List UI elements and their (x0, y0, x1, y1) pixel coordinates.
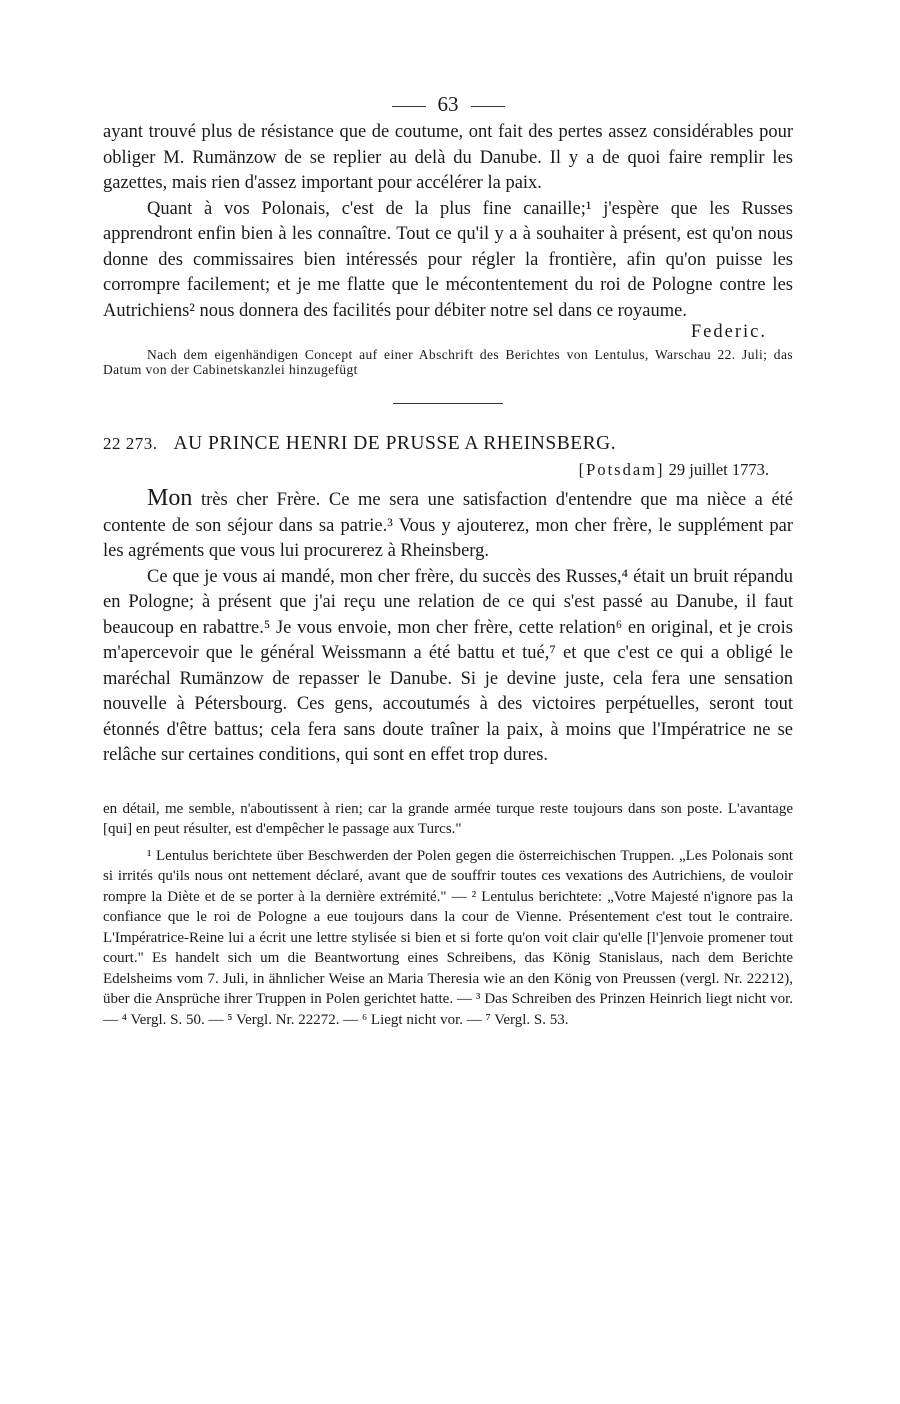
letter-title: AU PRINCE HENRI DE PRUSSE A RHEINSBERG. (173, 433, 617, 454)
header-dash-right (471, 106, 505, 107)
letter2-paragraph-1 (103, 486, 793, 565)
letter2-paragraph-2: Ce que je vous ai mandé, mon cher frère, du succès des Russes,⁴ était un bruit répandu en Pologne; à présent que j'ai reçu une relation de ce qui s'est passé au Danube, il faut beaucoup en rabattre.⁵ Je vous envoie, mon cher frère, cette relation⁶ en original, et je crois m'apercevoir que le général Weissmann a été battu et tué,⁷ et que c'est ce qui a obligé le maréchal Rumänzow de repasser le Danube. Si je devine juste, cela fera une sensation nouvelle à Pétersbourg. Ces gens, accoutumés à des victoires perpétuelles, seront tout étonnés d'être battus; cela fera sans doute traîner la paix, à moins que l'Impératrice ne se relâche sur certaines conditions, qui sont en effet trop dures. (103, 566, 793, 765)
footnotes (103, 846, 793, 1031)
letter-22273-body (103, 486, 793, 769)
letter1-paragraph-1: ayant trouvé plus de résistance que de coutume, ont fait des pertes assez considérables pour obliger M. Rumänzow de se replier au delà du Danube. Il y a de quoi faire remplir les gazettes, mais rien d'assez important pour accélérer la paix. (103, 122, 793, 193)
salutation-opening: Mon (147, 485, 193, 511)
header-dash-left (392, 106, 426, 107)
dateline-place: [Potsdam] (578, 460, 665, 479)
dateline-date: 29 juillet 1773. (668, 460, 769, 479)
dateline (103, 460, 793, 480)
source-note: Nach dem eigenhändigen Concept auf einer Abschrift des Berichtes von Lentulus, Warschau 22. Juli; das Datum von der Cabinetskanzlei hinzugefügt (103, 347, 793, 377)
letter-22272-body (103, 120, 793, 324)
letter1-paragraph-2: Quant à vos Polonais, c'est de la plus fine canaille;¹ j'espère que les Russes apprendront enfin bien à les connaître. Tout ce qu'il y a à souhaiter à présent, est qu'on nous donne des commissaires bien intéressés pour régler la frontière, afin qu'on puisse les corrompre facilement; et je me flatte que le mécontentement du roi de Pologne contre les Autrichiens² nous donnera des facilités pour débiter notre sel dans ce royaume. (103, 198, 793, 321)
section-divider (393, 403, 503, 404)
signature: Federic. (690, 322, 767, 342)
footnote-continuation: en détail, me semble, n'aboutissent à rien; car la grande armée turque reste toujours dans son poste. L'avantage [qui] en peut résulter, est d'empêcher le passage aux Turcs." (103, 800, 793, 837)
letter-heading (103, 430, 793, 458)
footnote-list: ¹ Lentulus berichtete über Beschwerden der Polen gegen die österreichischen Truppen. „Les Polonais sont si irrités qu'ils nous ont nettement déclaré, avant que de souffrir toutes ces vexations des Autrichiens, de vouloir rompre la Diète et de se porter à la dernière extrémité." — ² Lentulus berichtete: „Votre Majesté n'ignore pas la confiance que le roi de Pologne a eue toujours dans la cour de Vienne. Présentement c'est tout le contraire. L'Impératrice-Reine lui a écrit une lettre stylisée si bien et si forte qu'on voit clair qu'elle [l']envoie promener tout court." Es handelt sich um die Beantwortung eines Schreibens, das König Stanislaus, nach dem Berichte Edelsheims vom 7. Juli, in ähnlicher Weise an Maria Theresia wie an den König von Preussen (vergl. Nr. 22212), über die Ansprüche ihrer Truppen in Polen gerichtet hatte. — ³ Das Schreiben des Prinzen Heinrich liegt nicht vor. — ⁴ Vergl. S. 50. — ⁵ Vergl. Nr. 22272. — ⁶ Liegt nicht vor. — ⁷ Vergl. S. 53. (103, 847, 793, 1028)
letter2-paragraph-1-text: très cher Frère. Ce me sera une satisfaction d'entendre que ma nièce a été contente de son séjour dans sa patrie.³ Vous y ajouterez, mon cher frère, le supplément par les agréments que vous lui procurerez à Rheinsberg. (103, 490, 794, 561)
page-header (103, 88, 793, 120)
letter-number: 22 273. (103, 434, 158, 453)
page-number: 63 (437, 92, 459, 116)
page (103, 88, 793, 1030)
